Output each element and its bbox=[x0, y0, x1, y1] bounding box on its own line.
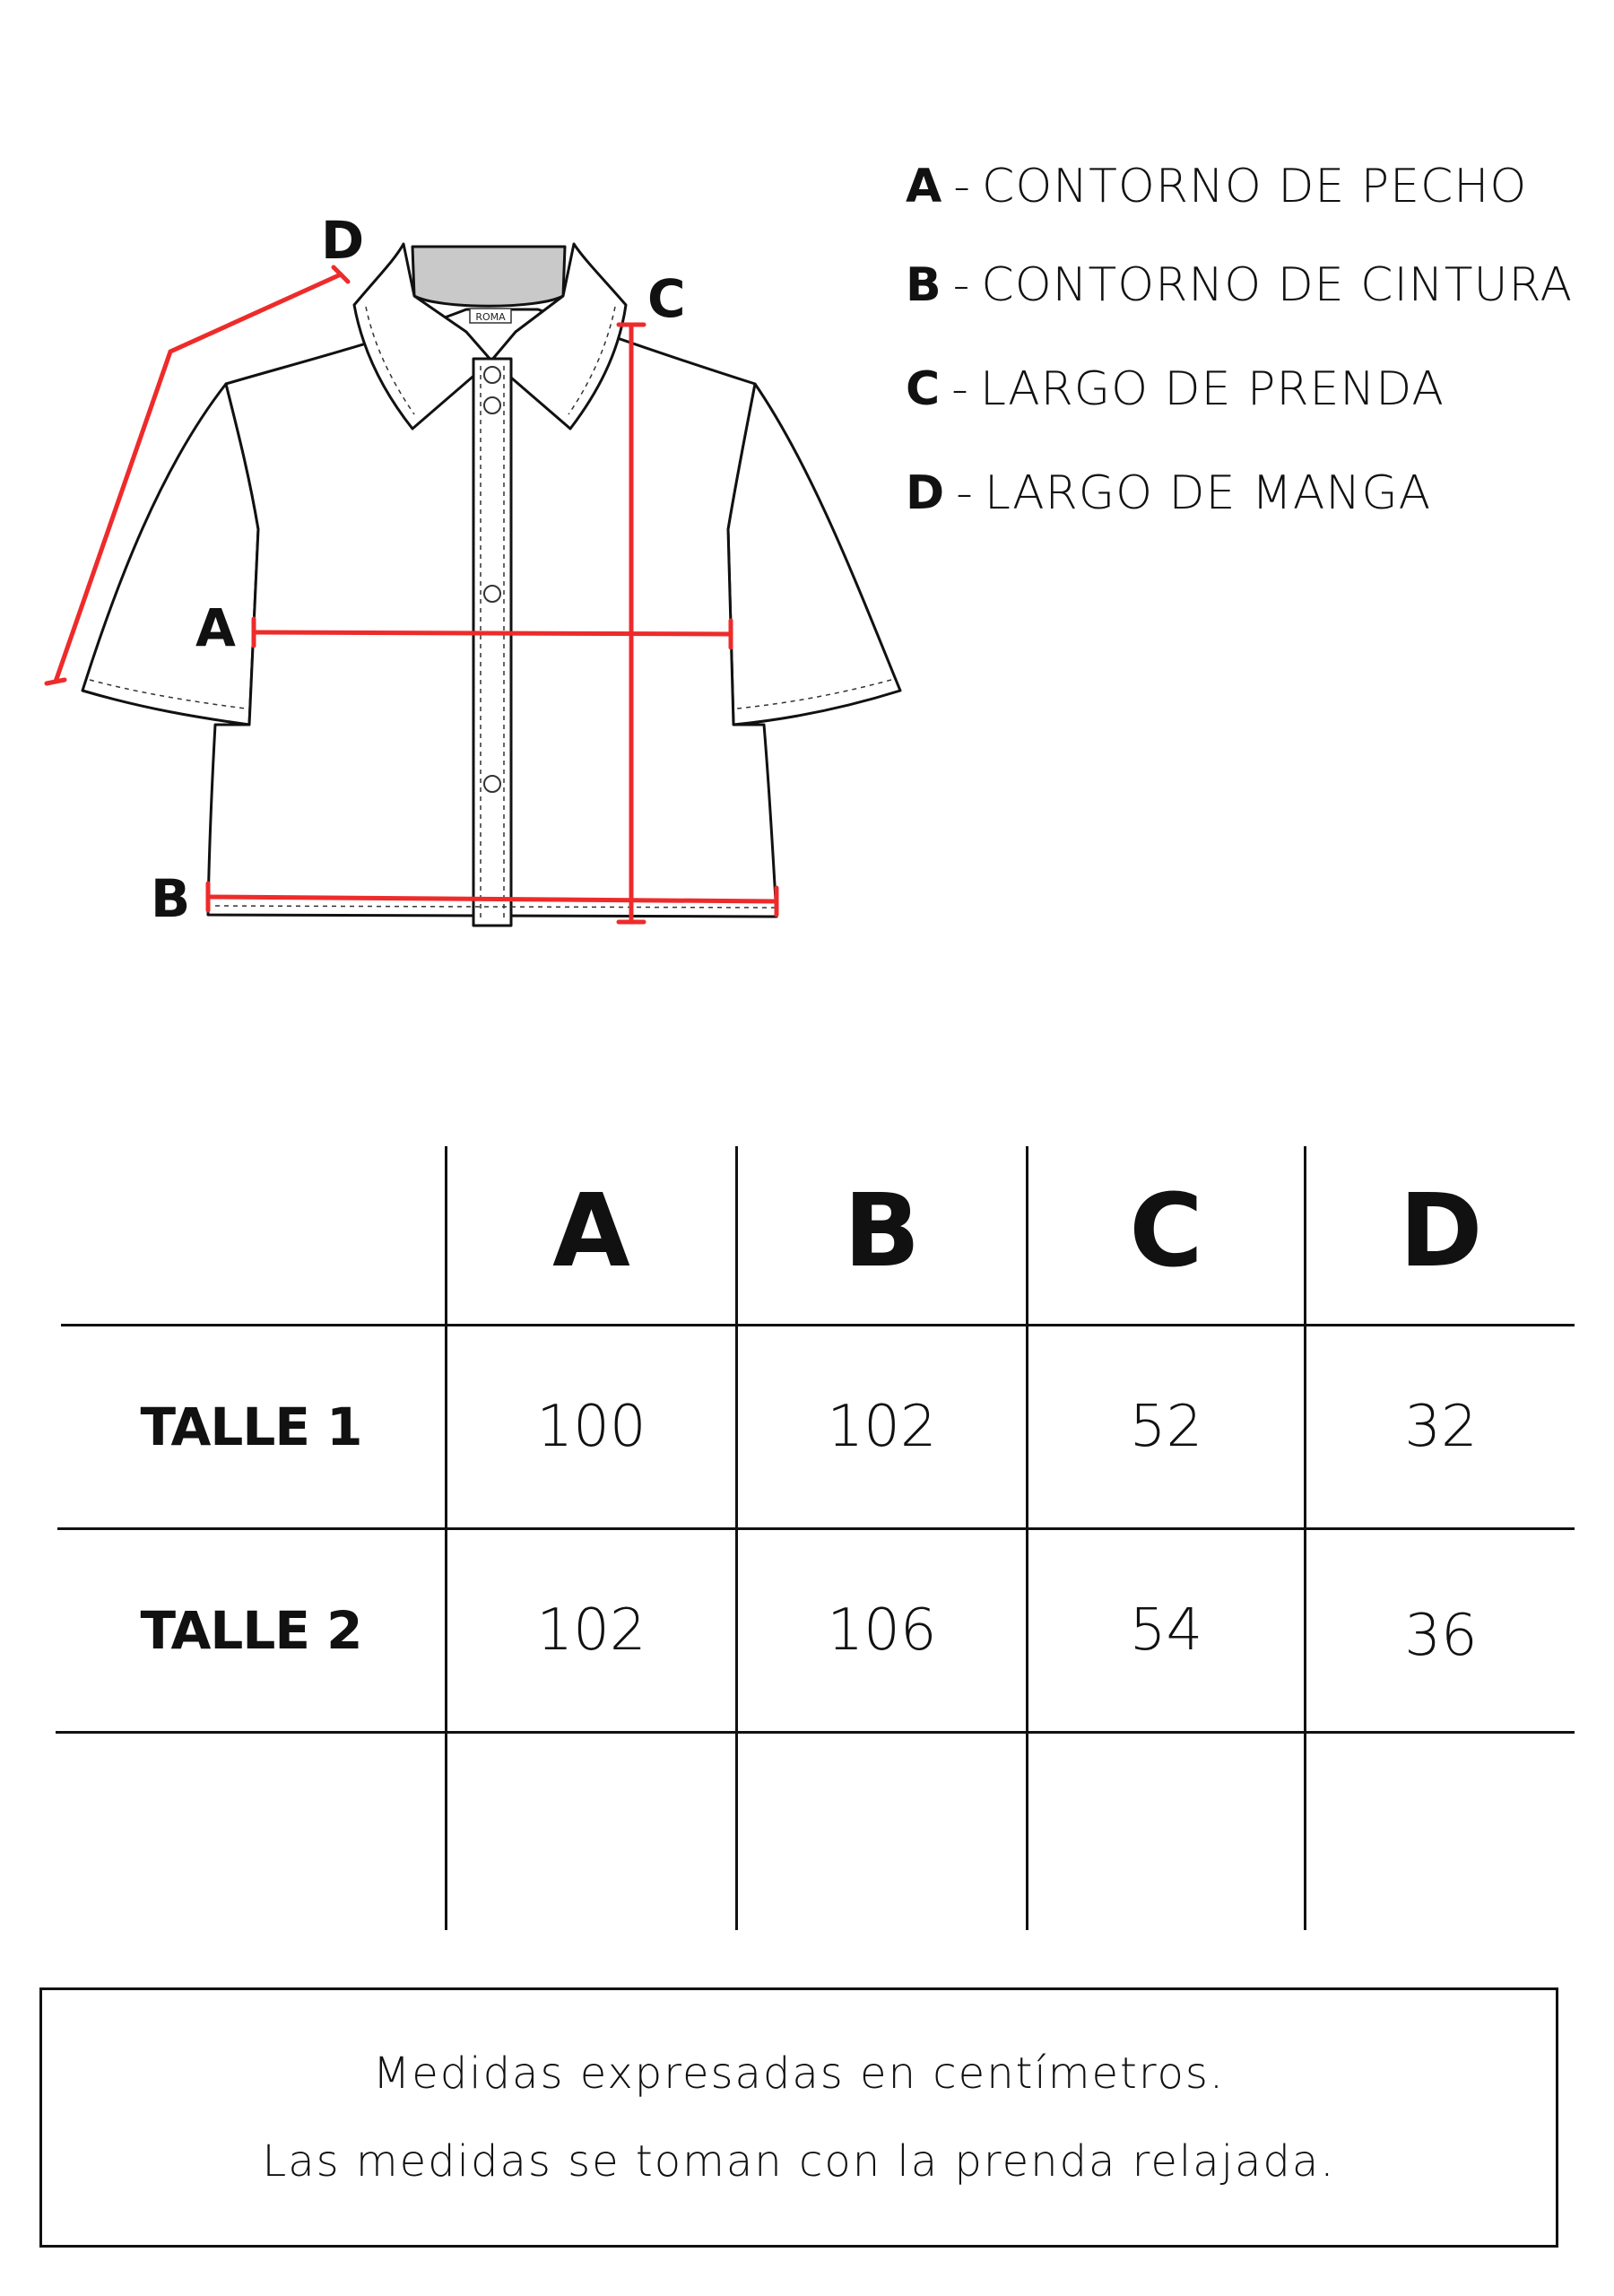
cell-talle-2-a: 102 bbox=[536, 1597, 646, 1664]
notes-line-1: Medidas expresadas en centímetros. bbox=[372, 2048, 1226, 2099]
measure-a-line bbox=[254, 632, 731, 634]
button-4 bbox=[484, 776, 500, 792]
measurement-legend bbox=[906, 160, 1573, 520]
button-1 bbox=[484, 367, 500, 383]
legend-item-b bbox=[906, 258, 1573, 312]
column-header-d: D bbox=[1399, 1173, 1483, 1290]
collar-inner bbox=[412, 247, 565, 306]
column-header-c: C bbox=[1129, 1173, 1203, 1290]
left-sleeve bbox=[82, 384, 258, 725]
legend-text: CONTORNO DE PECHO bbox=[982, 160, 1528, 213]
legend-letter: B bbox=[906, 258, 942, 312]
legend-text: LARGO DE MANGA bbox=[984, 466, 1432, 520]
column-header-b: B bbox=[843, 1173, 921, 1290]
right-sleeve bbox=[728, 384, 900, 725]
legend-letter: D bbox=[906, 466, 946, 520]
legend-dash: - bbox=[956, 466, 974, 520]
cell-talle-2-d: 36 bbox=[1404, 1603, 1478, 1669]
shirt-outline bbox=[82, 244, 900, 926]
row-header-talle-2: TALLE 2 bbox=[140, 1600, 362, 1661]
legend-letter: C bbox=[906, 362, 941, 416]
marker-d-label: D bbox=[321, 210, 365, 271]
cell-talle-2-b: 106 bbox=[827, 1597, 937, 1664]
marker-c-label: C bbox=[647, 268, 686, 329]
column-header-a: A bbox=[552, 1173, 630, 1290]
button-2 bbox=[484, 397, 500, 413]
cell-talle-1-a: 100 bbox=[536, 1394, 646, 1460]
notes-line-2: Las medidas se toman con la prenda relajada. bbox=[262, 2136, 1336, 2187]
legend-item-a bbox=[906, 160, 1573, 213]
legend-item-d bbox=[906, 466, 1573, 520]
legend-text: LARGO DE PRENDA bbox=[979, 362, 1445, 416]
legend-letter: A bbox=[906, 160, 943, 213]
cell-talle-1-b: 102 bbox=[827, 1394, 937, 1460]
legend-dash: - bbox=[952, 258, 971, 312]
button-placket bbox=[473, 359, 511, 926]
cell-talle-1-d: 32 bbox=[1404, 1394, 1478, 1460]
measurement-notes bbox=[39, 1987, 1558, 2248]
marker-b-label: B bbox=[151, 868, 191, 929]
legend-item-c bbox=[906, 362, 1573, 416]
legend-dash: - bbox=[951, 362, 969, 416]
row-header-talle-1: TALLE 1 bbox=[140, 1396, 362, 1457]
legend-text: CONTORNO DE CINTURA bbox=[981, 258, 1574, 312]
cell-talle-2-c: 54 bbox=[1129, 1597, 1203, 1664]
button-3 bbox=[484, 586, 500, 602]
marker-a-label: A bbox=[195, 597, 236, 658]
legend-dash: - bbox=[953, 160, 972, 213]
cell-talle-1-c: 52 bbox=[1129, 1394, 1203, 1460]
garment-tag: ROMA bbox=[475, 311, 506, 323]
